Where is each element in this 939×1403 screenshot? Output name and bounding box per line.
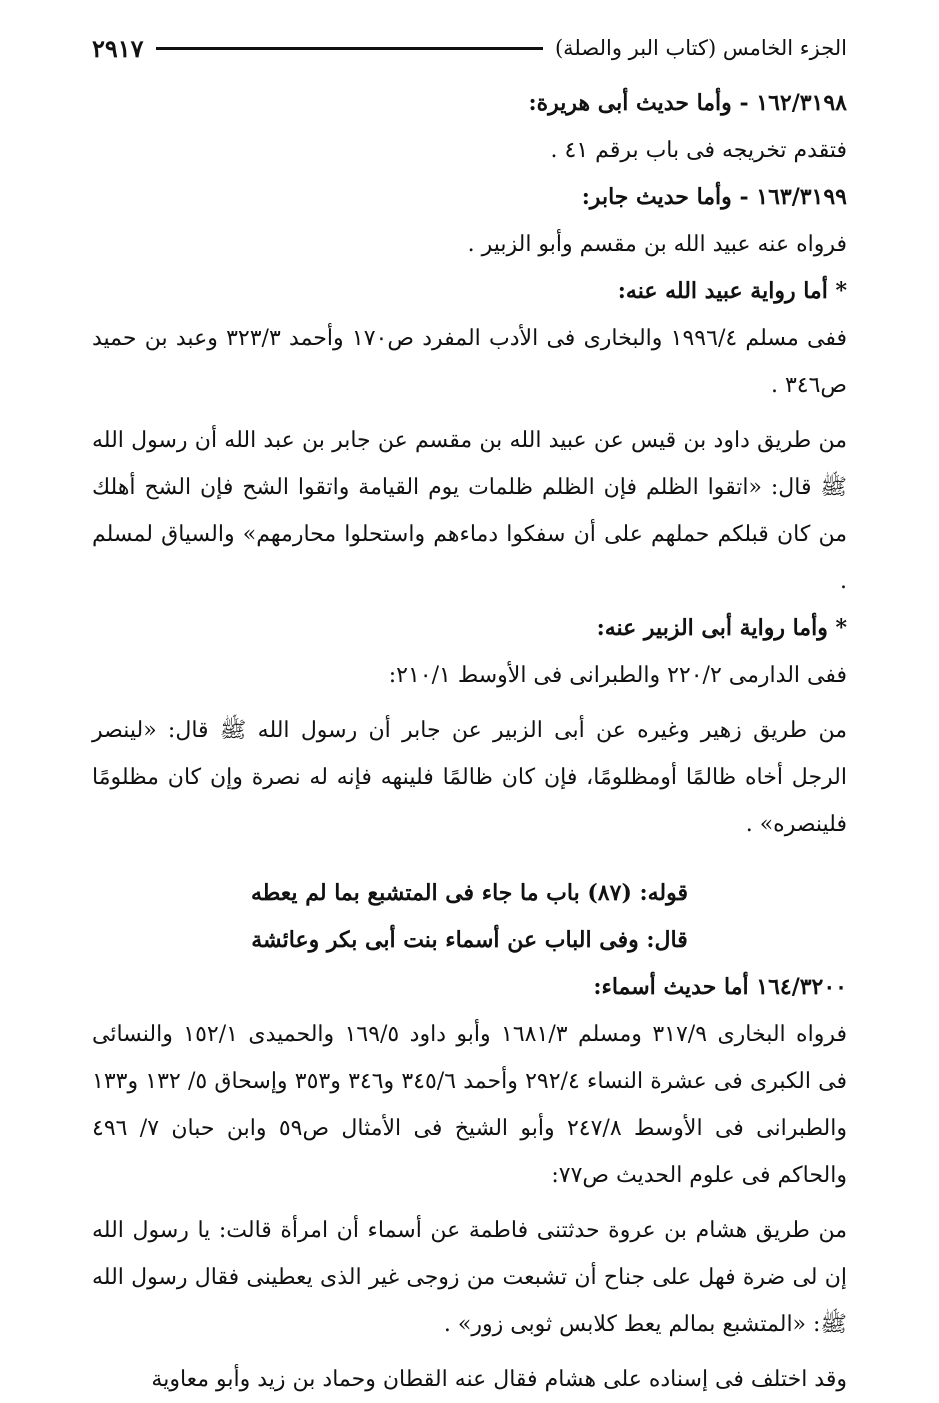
- chapter-heading: قوله: (٨٧) باب ما جاء فى المتشبع بما لم يعطه: [250, 880, 689, 906]
- subheading-abu-zubayr: * وأما رواية أبى الزبير عنه:: [596, 615, 847, 641]
- header-rule: [156, 47, 543, 50]
- paragraph: ففى مسلم ١٩٩٦/٤ والبخارى فى الأدب المفرد ص١٧٠ وأحمد ٣٢٣/٣ وعبد بن حميد ص٣٤٦ .: [92, 326, 847, 398]
- paragraph-hadith-text: من طريق هشام بن عروة حدثتنى فاطمة عن أسماء أن امرأة قالت: يا رسول الله إن لى ضرة فهل على جناح أن تشبعت من زوجى غير الذى يعطينى فقال رسول الله ﷺ: «المتشبع بمالم يعط كلابس ثوبى زور» .: [92, 1218, 847, 1337]
- paragraph-hadith-text: من طريق داود بن قيس عن عبيد الله بن مقسم عن جابر بن عبد الله أن رسول الله ﷺ قال: «اتقوا الظلم فإن الظلم ظلمات يوم القيامة واتقوا الشح فإن الشح أهلك من كان قبلكم حملهم على أن سفكوا دماءهم واستحلوا محارمهم» والسياق لمسلم .: [92, 428, 847, 594]
- page-header: [92, 30, 847, 66]
- hadith-heading-asma: ١٦٤/٣٢٠٠ أما حديث أسماء:: [593, 974, 847, 1000]
- page-body: [92, 80, 847, 1403]
- running-title: الجزء الخامس (كتاب البر والصلة): [554, 36, 847, 60]
- paragraph: وقد اختلف فى إسناده على هشام فقال عنه القطان وحماد بن زيد وأبو معاوية: [151, 1367, 847, 1392]
- paragraph: فرواه عنه عبيد الله بن مقسم وأبو الزبير .: [467, 232, 847, 257]
- page-number: ٢٩١٧: [92, 33, 144, 63]
- paragraph: ففى الدارمى ٢٢٠/٢ والطبرانى فى الأوسط ٢١٠/١:: [388, 663, 847, 688]
- paragraph-takhrij: فرواه البخارى ٣١٧/٩ ومسلم ١٦٨١/٣ وأبو داود ١٦٩/٥ والحميدى ١٥٢/١ والنسائى فى الكبرى فى عشرة النساء ٢٩٢/٤ وأحمد ٣٤٥/٦ و٣٤٦ و٣٥٣ وإسحاق ٥/ ١٣٢ و١٣٣ والطبرانى فى الأوسط ٢٤٧/٨ وأبو الشيخ فى الأمثال ص٥٩ وابن حبان ٧/ ٤٩٦ والحاكم فى علوم الحديث ص٧٧:: [92, 1022, 848, 1188]
- hadith-heading-abu-hurayra: ١٦٢/٣١٩٨ - وأما حديث أبى هريرة:: [528, 90, 847, 116]
- subheading-ubaydullah: * أما رواية عبيد الله عنه:: [617, 278, 847, 304]
- hadith-heading-jabir: ١٦٣/٣١٩٩ - وأما حديث جابر:: [581, 184, 847, 210]
- paragraph: فتقدم تخريجه فى باب برقم ٤١ .: [550, 138, 847, 163]
- paragraph-hadith-text: من طريق زهير وغيره عن أبى الزبير عن جابر أن رسول الله ﷺ قال: «لينصر الرجل أخاه ظالمًا أومظلومًا، فإن كان ظالمًا فلينهه فإنه له نصرة وإن كان مظلومًا فلينصره» .: [92, 718, 847, 837]
- chapter-subheading: قال: وفى الباب عن أسماء بنت أبى بكر وعائشة: [251, 927, 688, 953]
